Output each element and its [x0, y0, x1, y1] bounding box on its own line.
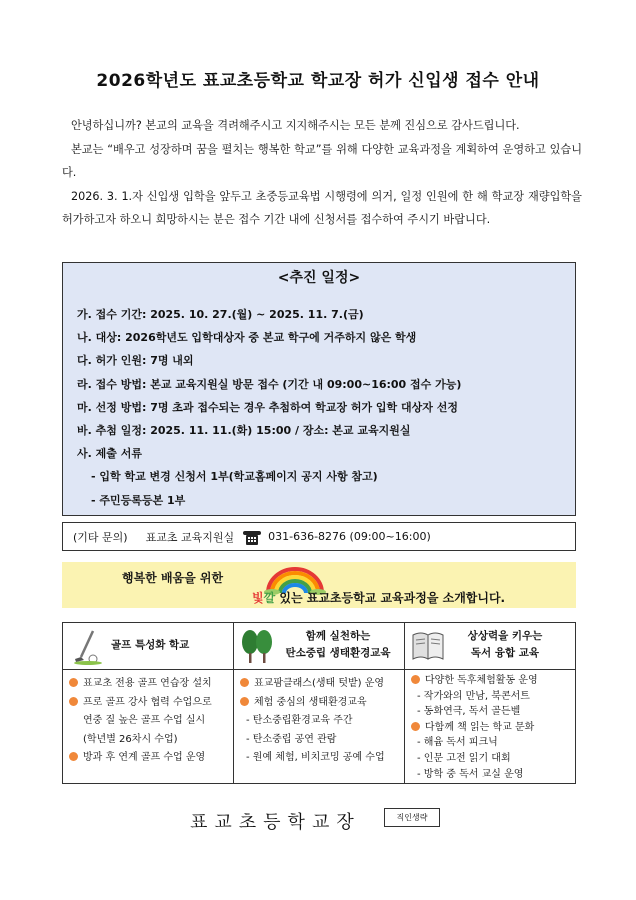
intro-paragraph: 본교는 “배우고 성장하며 꿈을 펼치는 행복한 학교”를 위해 다양한 교육과정을 계획하여 운영하고 있습니다. — [62, 142, 582, 179]
banner-line2: 빛깔 있는 표교초등학교 교육과정을 소개합니다. — [252, 591, 506, 605]
list-item: 프로 골프 강사 협력 수업으로 — [69, 694, 229, 713]
list-item: 방과 후 연계 골프 수업 운영 — [69, 749, 229, 768]
schedule-item: 바. 추첨 일정: 2025. 11. 11.(화) 15:00 / 장소: 본교 교육지원실 — [77, 424, 411, 438]
column-header — [63, 623, 233, 670]
contact-office: 표교초 교육지원실 — [145, 530, 235, 544]
book-icon — [411, 629, 445, 661]
list-item: - 원예 체험, 비치코밍 공예 수업 — [246, 752, 385, 763]
schedule-box — [62, 262, 576, 516]
column-title: 골프 특성화 학교 — [111, 639, 190, 651]
list-item: 다양한 독후체험활동 운영 — [411, 673, 571, 689]
eco-column — [234, 623, 405, 783]
column-title: 함께 실천하는 탄소중립 생태환경교육 — [285, 630, 391, 659]
phone-icon — [242, 528, 262, 546]
contact-box — [62, 522, 576, 551]
list-item: (학년별 26차시 수업) — [83, 733, 178, 745]
list-item: 다함께 책 읽는 학교 문화 — [411, 720, 571, 736]
document-item: - 주민등록등본 1부 — [91, 493, 186, 507]
program-columns — [62, 622, 576, 784]
seal-omitted-box: 직인생략 — [384, 808, 440, 827]
schedule-item: 라. 접수 방법: 본교 교육지원실 방문 접수 (기간 내 09:00~16:00 접수 가능) — [77, 377, 462, 391]
schedule-list — [77, 303, 567, 512]
schedule-heading: <추진 일정> — [277, 270, 361, 286]
column-title: 상상력을 키우는 독서 융합 교육 — [467, 630, 543, 659]
page-title: 2026학년도 표교초등학교 학교장 허가 신입생 접수 안내 — [96, 71, 540, 91]
schedule-item: 마. 선정 방법: 7명 초과 접수되는 경우 추첨하여 학교장 허가 입학 대상자 선정 — [77, 400, 458, 414]
column-body — [63, 670, 233, 768]
list-item: 표교팜클래스(생태 텃밭) 운영 — [240, 675, 400, 694]
curriculum-banner — [62, 562, 576, 608]
list-item: - 탄소중립 공연 관람 — [246, 733, 337, 745]
intro-paragraph: 2026. 3. 1.자 신입생 입학을 앞두고 초중등교육법 시행령에 의거, 일정 인원에 한 해 학교장 재량입학을 허가하고자 하오니 희망하시는 분은 접수 기간 내에 신청서를 접수하여 주시기 바랍니다. — [62, 189, 582, 226]
list-item: - 해윰 독서 피크닉 — [417, 737, 498, 749]
schedule-item: 사. 제출 서류 — [77, 447, 142, 461]
list-item: - 인문 고전 읽기 대회 — [417, 752, 511, 764]
list-item: - 작가와의 만남, 북콘서트 — [417, 690, 530, 702]
banner-line1: 행복한 배움을 위한 — [122, 571, 224, 585]
document-item: - 입학 학교 변경 신청서 1부(학교홈페이지 공지 사항 참고) — [91, 470, 378, 484]
intro-text — [62, 114, 582, 232]
list-item: - 방학 중 독서 교실 운영 — [417, 768, 524, 780]
schedule-item: 가. 접수 기간: 2025. 10. 27.(월) ~ 2025. 11. 7.(금) — [77, 308, 364, 321]
column-header — [405, 623, 575, 670]
intro-paragraph: 안녕하십니까? 본교의 교육을 격려해주시고 지지해주시는 모든 분께 진심으로 감사드립니다. — [71, 119, 520, 132]
list-item: 체험 중심의 생태환경교육 — [240, 694, 400, 713]
reading-column — [405, 623, 575, 783]
schedule-item: 나. 대상: 2026학년도 입학대상자 중 본교 학구에 거주하지 않은 학생 — [77, 331, 417, 345]
schedule-item: 다. 허가 인원: 7명 내외 — [77, 354, 194, 368]
list-item: - 탄소중립환경교육 주간 — [246, 715, 353, 726]
golf-column — [63, 623, 234, 783]
column-header — [234, 623, 404, 670]
list-item: 연중 질 높은 골프 수업 실시 — [83, 715, 206, 726]
list-item: - 동화연극, 독서 골든벨 — [417, 706, 521, 718]
golf-icon — [71, 627, 105, 665]
contact-label: (기타 문의) — [73, 530, 128, 544]
contact-phone: 031-636-8276 (09:00~16:00) — [268, 530, 431, 543]
column-body — [234, 670, 404, 768]
list-item: 표교초 전용 골프 연습장 설치 — [69, 675, 229, 694]
tree-icon — [240, 627, 274, 665]
school-principal-signature: 표교초등학교장 — [190, 812, 361, 833]
column-body — [405, 670, 575, 782]
